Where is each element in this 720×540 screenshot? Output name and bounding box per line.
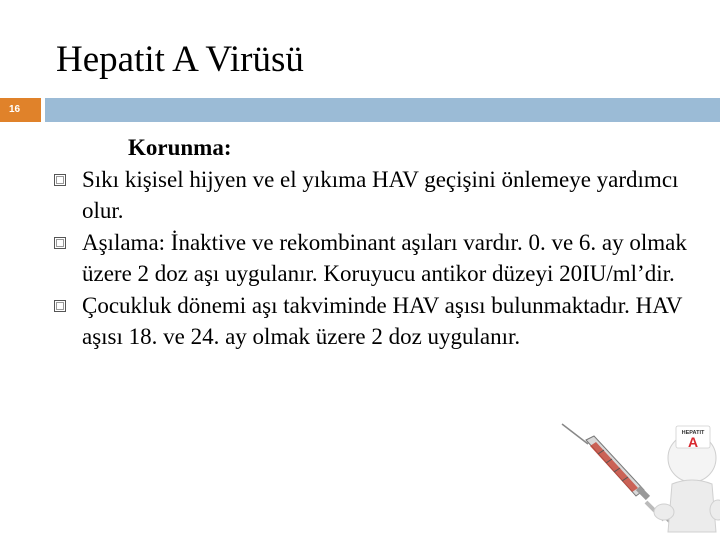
slide-content: [54, 132, 694, 352]
title-divider-bar: [45, 98, 720, 122]
bullet-item: [54, 164, 694, 226]
square-bullet-icon: [54, 300, 66, 312]
slide-title: Hepatit A Virüsü: [56, 39, 304, 80]
bullet-text: Aşılama: İnaktive ve rekombinant aşıları vardır. 0. ve 6. ay olmak üzere 2 doz aşı uygulanır. Koruyucu antikor düzeyi 20IU/ml’dir.: [82, 230, 687, 286]
section-subheading: Korunma:: [128, 135, 232, 160]
square-bullet-icon: [54, 174, 66, 186]
vaccine-syringe-illustration: [560, 420, 720, 540]
bullet-item: [54, 290, 694, 352]
bullet-text: Sıkı kişisel hijyen ve el yıkıma HAV geçişini önlemeye yardımcı olur.: [82, 167, 679, 223]
badge-label-small: HEPATIT: [681, 430, 705, 436]
slide-number: 16: [0, 98, 41, 122]
bullet-item: [54, 227, 694, 289]
square-bullet-icon: [54, 237, 66, 249]
bullet-text: Çocukluk dönemi aşı takviminde HAV aşısı bulunmaktadır. HAV aşısı 18. ve 24. ay olmak üzere 2 doz uygulanır.: [82, 293, 683, 349]
badge-label-big: A: [687, 434, 699, 450]
cartoon-figure: [654, 426, 720, 532]
